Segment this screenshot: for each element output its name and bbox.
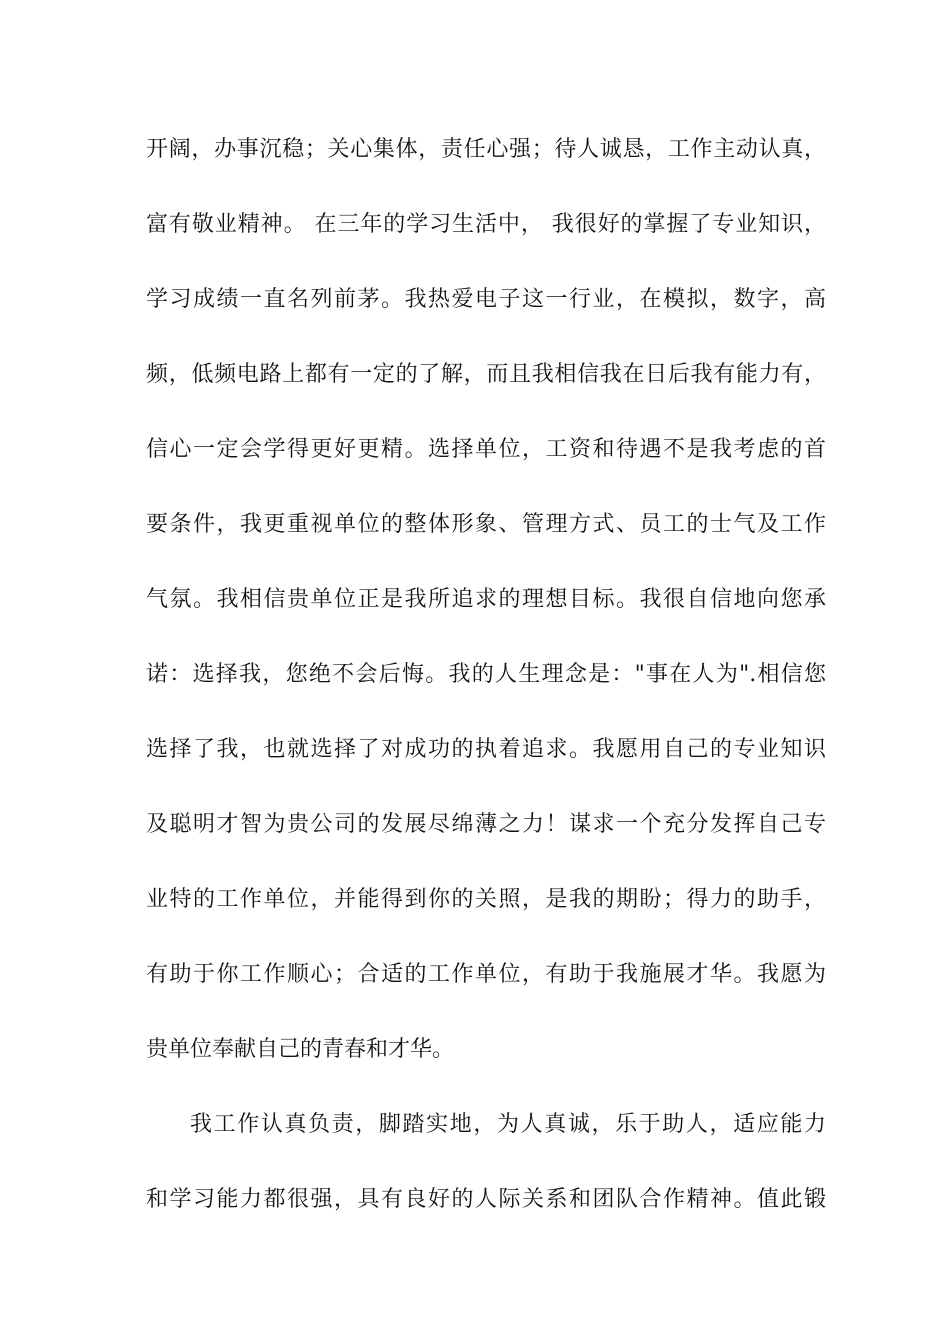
text-line-8: 诺：选择我，您绝不会后悔。我的人生理念是："事在人为".相信您: [146, 662, 826, 687]
text-line-3: 学习成绩一直名列前茅。我热爱电子这一行业，在模拟，数字，高: [146, 287, 826, 312]
text-line-5: 信心一定会学得更好更精。选择单位，工资和待遇不是我考虑的首: [146, 437, 826, 462]
text-line-11: 业特的工作单位，并能得到你的关照，是我的期盼；得力的助手，: [146, 887, 826, 912]
text-line-10: 及聪明才智为贵公司的发展尽绵薄之力！谋求一个充分发挥自己专: [146, 812, 826, 837]
text-line-9: 选择了我，也就选择了对成功的执着追求。我愿用自己的专业知识: [146, 737, 826, 762]
text-line-1: 开阔，办事沉稳；关心集体，责任心强；待人诚恳，工作主动认真，: [146, 137, 826, 162]
text-line-13: 贵单位奉献自己的青春和才华。: [146, 1037, 455, 1062]
text-line-15: 和学习能力都很强，具有良好的人际关系和团队合作精神。值此锻: [146, 1187, 826, 1212]
text-line-14: 我工作认真负责，脚踏实地，为人真诚，乐于助人，适应能力: [190, 1112, 826, 1137]
text-line-2: 富有敬业精神。 在三年的学习生活中， 我很好的掌握了专业知识，: [146, 212, 826, 237]
text-line-4: 频，低频电路上都有一定的了解，而且我相信我在日后我有能力有，: [146, 362, 826, 387]
text-line-12: 有助于你工作顺心；合适的工作单位，有助于我施展才华。我愿为: [146, 962, 826, 987]
text-line-7: 气氛。我相信贵单位正是我所追求的理想目标。我很自信地向您承: [146, 587, 826, 612]
body-text: [146, 128, 826, 1253]
text-line-6: 要条件，我更重视单位的整体形象、管理方式、员工的士气及工作: [146, 512, 826, 537]
